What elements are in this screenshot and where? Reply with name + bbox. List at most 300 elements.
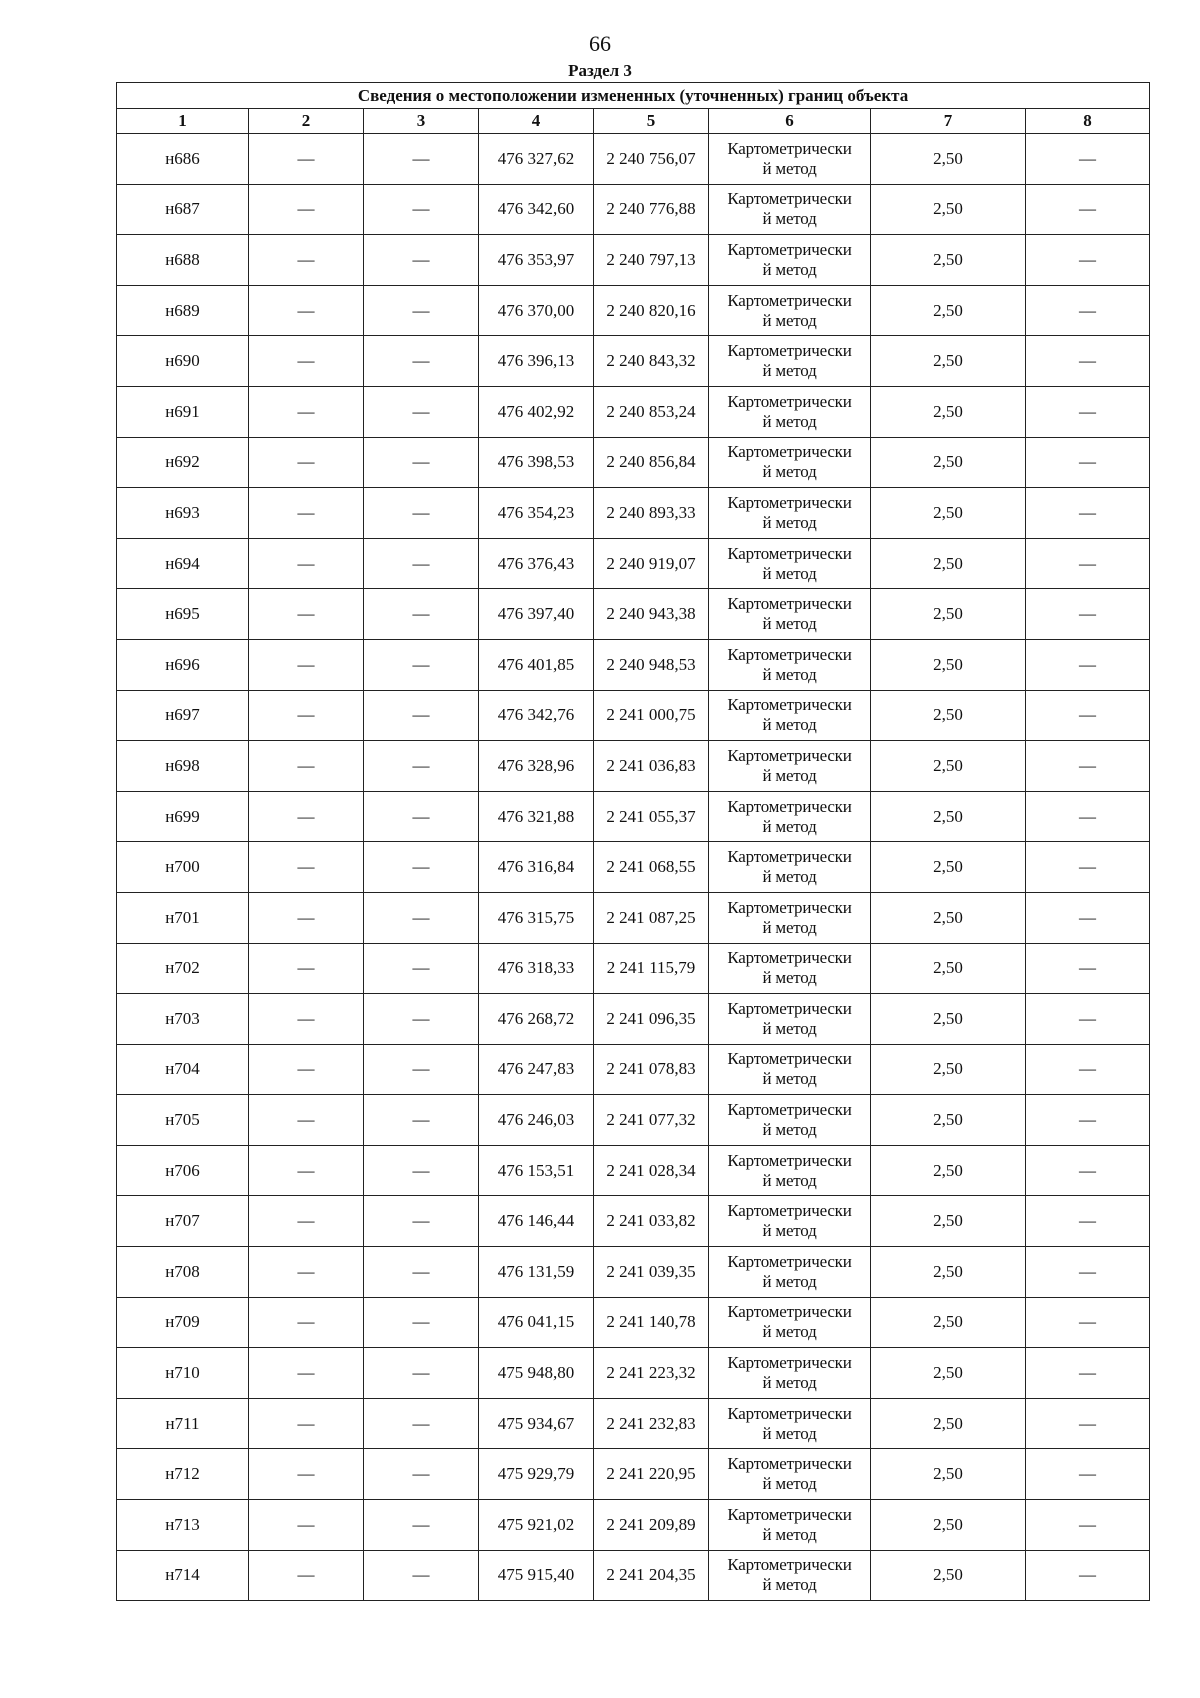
column-2-cell: — — [249, 842, 364, 893]
column-3-cell: — — [364, 639, 479, 690]
method-line-2: й метод — [762, 765, 817, 785]
method-line-2: й метод — [762, 361, 817, 381]
point-number-cell: н706 — [117, 1145, 249, 1196]
point-number-cell: н703 — [117, 994, 249, 1045]
point-number-cell: н686 — [117, 134, 249, 185]
column-2-cell: — — [249, 1297, 364, 1348]
method-line-2: й метод — [762, 816, 817, 836]
method-line-2: й метод — [762, 209, 817, 229]
table-row — [117, 184, 1150, 235]
accuracy-cell: 2,50 — [871, 386, 1026, 437]
column-8-cell: — — [1026, 1500, 1150, 1551]
method-line-1: Картометрически — [727, 1353, 852, 1373]
point-number-cell: н699 — [117, 791, 249, 842]
column-2-cell: — — [249, 488, 364, 539]
accuracy-cell: 2,50 — [871, 639, 1026, 690]
table-row — [117, 943, 1150, 994]
y-coordinate-cell: 2 241 140,78 — [594, 1297, 709, 1348]
column-3-cell: — — [364, 235, 479, 286]
column-2-cell: — — [249, 1196, 364, 1247]
y-coordinate-cell: 2 241 077,32 — [594, 1095, 709, 1146]
y-coordinate-cell: 2 240 943,38 — [594, 589, 709, 640]
y-coordinate-cell: 2 241 033,82 — [594, 1196, 709, 1247]
method-cell — [709, 589, 871, 640]
x-coordinate-cell: 476 318,33 — [479, 943, 594, 994]
accuracy-cell: 2,50 — [871, 1550, 1026, 1601]
column-2-cell: — — [249, 184, 364, 235]
column-3-cell: — — [364, 386, 479, 437]
column-8-cell: — — [1026, 1449, 1150, 1500]
column-8-cell: — — [1026, 741, 1150, 792]
column-3-cell: — — [364, 1145, 479, 1196]
column-3-cell: — — [364, 488, 479, 539]
table-row — [117, 1550, 1150, 1601]
x-coordinate-cell: 476 353,97 — [479, 235, 594, 286]
method-cell — [709, 1348, 871, 1399]
x-coordinate-cell: 476 397,40 — [479, 589, 594, 640]
column-2-cell: — — [249, 892, 364, 943]
method-line-1: Картометрически — [727, 543, 852, 563]
y-coordinate-cell: 2 241 055,37 — [594, 791, 709, 842]
x-coordinate-cell: 476 315,75 — [479, 892, 594, 943]
point-number-cell: н698 — [117, 741, 249, 792]
method-line-2: й метод — [762, 917, 817, 937]
method-cell — [709, 1044, 871, 1095]
point-number-cell: н690 — [117, 336, 249, 387]
method-line-2: й метод — [762, 563, 817, 583]
method-line-2: й метод — [762, 1120, 817, 1140]
method-line-2: й метод — [762, 664, 817, 684]
y-coordinate-cell: 2 241 096,35 — [594, 994, 709, 1045]
method-line-1: Картометрически — [727, 1555, 852, 1575]
column-3-cell: — — [364, 1500, 479, 1551]
x-coordinate-cell: 476 354,23 — [479, 488, 594, 539]
point-number-cell: н704 — [117, 1044, 249, 1095]
point-number-cell: н712 — [117, 1449, 249, 1500]
method-line-1: Картометрически — [727, 594, 852, 614]
table-row — [117, 386, 1150, 437]
column-2-cell: — — [249, 336, 364, 387]
column-3-cell: — — [364, 1196, 479, 1247]
method-cell — [709, 184, 871, 235]
column-number-header: 8 — [1026, 109, 1150, 134]
column-3-cell: — — [364, 741, 479, 792]
accuracy-cell: 2,50 — [871, 994, 1026, 1045]
method-line-1: Картометрически — [727, 897, 852, 917]
method-cell — [709, 1247, 871, 1298]
method-line-2: й метод — [762, 1322, 817, 1342]
column-3-cell: — — [364, 336, 479, 387]
column-2-cell: — — [249, 791, 364, 842]
table-row — [117, 639, 1150, 690]
method-line-1: Картометрически — [727, 745, 852, 765]
x-coordinate-cell: 476 321,88 — [479, 791, 594, 842]
method-line-2: й метод — [762, 1575, 817, 1595]
section-title: Раздел 3 — [568, 61, 632, 80]
column-2-cell: — — [249, 437, 364, 488]
column-3-cell: — — [364, 791, 479, 842]
table-row — [117, 538, 1150, 589]
accuracy-cell: 2,50 — [871, 285, 1026, 336]
method-line-1: Картометрически — [727, 1049, 852, 1069]
method-cell — [709, 1095, 871, 1146]
method-line-2: й метод — [762, 614, 817, 634]
y-coordinate-cell: 2 241 028,34 — [594, 1145, 709, 1196]
method-cell — [709, 1398, 871, 1449]
column-3-cell: — — [364, 1449, 479, 1500]
table-row — [117, 1095, 1150, 1146]
column-8-cell: — — [1026, 184, 1150, 235]
method-line-1: Картометрически — [727, 1403, 852, 1423]
accuracy-cell: 2,50 — [871, 437, 1026, 488]
column-number-header: 5 — [594, 109, 709, 134]
x-coordinate-cell: 476 268,72 — [479, 994, 594, 1045]
y-coordinate-cell: 2 240 843,32 — [594, 336, 709, 387]
method-line-1: Картометрически — [727, 391, 852, 411]
point-number-cell: н695 — [117, 589, 249, 640]
method-cell — [709, 842, 871, 893]
y-coordinate-cell: 2 240 948,53 — [594, 639, 709, 690]
column-2-cell: — — [249, 1500, 364, 1551]
method-line-1: Картометрически — [727, 290, 852, 310]
y-coordinate-cell: 2 241 223,32 — [594, 1348, 709, 1399]
method-cell — [709, 1550, 871, 1601]
method-line-1: Картометрически — [727, 1150, 852, 1170]
column-2-cell: — — [249, 1398, 364, 1449]
column-8-cell: — — [1026, 1297, 1150, 1348]
method-line-2: й метод — [762, 1524, 817, 1544]
table-row — [117, 1500, 1150, 1551]
column-2-cell: — — [249, 538, 364, 589]
method-line-2: й метод — [762, 1474, 817, 1494]
accuracy-cell: 2,50 — [871, 1297, 1026, 1348]
table-row — [117, 1348, 1150, 1399]
column-3-cell: — — [364, 1398, 479, 1449]
method-cell — [709, 892, 871, 943]
column-8-cell: — — [1026, 639, 1150, 690]
table-caption: Сведения о местоположении измененных (уточненных) границ объекта — [117, 83, 1150, 109]
column-8-cell: — — [1026, 589, 1150, 640]
y-coordinate-cell: 2 241 232,83 — [594, 1398, 709, 1449]
column-8-cell: — — [1026, 1145, 1150, 1196]
table-row — [117, 1196, 1150, 1247]
point-number-cell: н688 — [117, 235, 249, 286]
table-row — [117, 134, 1150, 185]
column-3-cell: — — [364, 943, 479, 994]
column-8-cell: — — [1026, 842, 1150, 893]
column-number-header: 6 — [709, 109, 871, 134]
column-2-cell: — — [249, 1145, 364, 1196]
x-coordinate-cell: 475 929,79 — [479, 1449, 594, 1500]
column-2-cell: — — [249, 386, 364, 437]
x-coordinate-cell: 476 153,51 — [479, 1145, 594, 1196]
method-line-1: Картометрически — [727, 948, 852, 968]
point-number-cell: н692 — [117, 437, 249, 488]
table-row — [117, 488, 1150, 539]
column-3-cell: — — [364, 1095, 479, 1146]
y-coordinate-cell: 2 241 115,79 — [594, 943, 709, 994]
point-number-cell: н687 — [117, 184, 249, 235]
method-line-2: й метод — [762, 867, 817, 887]
column-2-cell: — — [249, 943, 364, 994]
accuracy-cell: 2,50 — [871, 1449, 1026, 1500]
column-2-cell: — — [249, 1348, 364, 1399]
point-number-cell: н693 — [117, 488, 249, 539]
accuracy-cell: 2,50 — [871, 741, 1026, 792]
column-3-cell: — — [364, 184, 479, 235]
column-3-cell: — — [364, 538, 479, 589]
column-2-cell: — — [249, 741, 364, 792]
point-number-cell: н701 — [117, 892, 249, 943]
column-3-cell: — — [364, 842, 479, 893]
table-row — [117, 842, 1150, 893]
column-8-cell: — — [1026, 488, 1150, 539]
column-3-cell: — — [364, 1348, 479, 1399]
accuracy-cell: 2,50 — [871, 184, 1026, 235]
method-cell — [709, 690, 871, 741]
point-number-cell: н691 — [117, 386, 249, 437]
method-line-1: Картометрически — [727, 847, 852, 867]
column-8-cell: — — [1026, 285, 1150, 336]
y-coordinate-cell: 2 240 893,33 — [594, 488, 709, 539]
accuracy-cell: 2,50 — [871, 690, 1026, 741]
y-coordinate-cell: 2 241 209,89 — [594, 1500, 709, 1551]
method-line-2: й метод — [762, 1069, 817, 1089]
method-line-2: й метод — [762, 411, 817, 431]
column-8-cell: — — [1026, 892, 1150, 943]
method-line-1: Картометрически — [727, 138, 852, 158]
column-8-cell: — — [1026, 1550, 1150, 1601]
column-8-cell: — — [1026, 538, 1150, 589]
table-row — [117, 1297, 1150, 1348]
accuracy-cell: 2,50 — [871, 134, 1026, 185]
accuracy-cell: 2,50 — [871, 589, 1026, 640]
x-coordinate-cell: 476 376,43 — [479, 538, 594, 589]
column-8-cell: — — [1026, 791, 1150, 842]
accuracy-cell: 2,50 — [871, 235, 1026, 286]
x-coordinate-cell: 476 401,85 — [479, 639, 594, 690]
column-3-cell: — — [364, 690, 479, 741]
y-coordinate-cell: 2 241 039,35 — [594, 1247, 709, 1298]
method-line-1: Картометрически — [727, 341, 852, 361]
column-3-cell: — — [364, 892, 479, 943]
y-coordinate-cell: 2 240 756,07 — [594, 134, 709, 185]
y-coordinate-cell: 2 240 856,84 — [594, 437, 709, 488]
column-8-cell: — — [1026, 134, 1150, 185]
accuracy-cell: 2,50 — [871, 1398, 1026, 1449]
method-cell — [709, 1500, 871, 1551]
x-coordinate-cell: 475 948,80 — [479, 1348, 594, 1399]
accuracy-cell: 2,50 — [871, 1500, 1026, 1551]
method-line-2: й метод — [762, 1373, 817, 1393]
x-coordinate-cell: 475 921,02 — [479, 1500, 594, 1551]
column-8-cell: — — [1026, 1348, 1150, 1399]
x-coordinate-cell: 476 247,83 — [479, 1044, 594, 1095]
method-line-1: Картометрически — [727, 998, 852, 1018]
method-line-1: Картометрически — [727, 189, 852, 209]
method-line-1: Картометрически — [727, 1504, 852, 1524]
method-cell — [709, 639, 871, 690]
x-coordinate-cell: 475 915,40 — [479, 1550, 594, 1601]
column-2-cell: — — [249, 1095, 364, 1146]
method-line-2: й метод — [762, 1170, 817, 1190]
method-cell — [709, 994, 871, 1045]
point-number-cell: н696 — [117, 639, 249, 690]
method-line-1: Картометрически — [727, 442, 852, 462]
column-8-cell: — — [1026, 943, 1150, 994]
column-8-cell: — — [1026, 386, 1150, 437]
column-8-cell: — — [1026, 690, 1150, 741]
column-2-cell: — — [249, 690, 364, 741]
method-line-2: й метод — [762, 512, 817, 532]
method-cell — [709, 741, 871, 792]
method-line-1: Картометрически — [727, 1251, 852, 1271]
column-number-header: 1 — [117, 109, 249, 134]
method-cell — [709, 285, 871, 336]
column-8-cell: — — [1026, 336, 1150, 387]
x-coordinate-cell: 476 316,84 — [479, 842, 594, 893]
x-coordinate-cell: 476 131,59 — [479, 1247, 594, 1298]
y-coordinate-cell: 2 240 853,24 — [594, 386, 709, 437]
x-coordinate-cell: 476 146,44 — [479, 1196, 594, 1247]
table-row — [117, 741, 1150, 792]
x-coordinate-cell: 475 934,67 — [479, 1398, 594, 1449]
accuracy-cell: 2,50 — [871, 1247, 1026, 1298]
table-row — [117, 235, 1150, 286]
method-line-1: Картометрически — [727, 1302, 852, 1322]
x-coordinate-cell: 476 328,96 — [479, 741, 594, 792]
method-line-1: Картометрически — [727, 695, 852, 715]
point-number-cell: н694 — [117, 538, 249, 589]
x-coordinate-cell: 476 370,00 — [479, 285, 594, 336]
column-3-cell: — — [364, 994, 479, 1045]
table-row — [117, 690, 1150, 741]
column-2-cell: — — [249, 285, 364, 336]
page-number: 66 — [589, 31, 611, 56]
column-3-cell: — — [364, 589, 479, 640]
point-number-cell: н700 — [117, 842, 249, 893]
method-line-1: Картометрически — [727, 239, 852, 259]
column-2-cell: — — [249, 1044, 364, 1095]
table-row — [117, 994, 1150, 1045]
y-coordinate-cell: 2 240 820,16 — [594, 285, 709, 336]
point-number-cell: н710 — [117, 1348, 249, 1399]
table-row — [117, 1247, 1150, 1298]
column-number-header: 4 — [479, 109, 594, 134]
accuracy-cell: 2,50 — [871, 791, 1026, 842]
table-body — [117, 134, 1150, 1601]
column-8-cell: — — [1026, 1095, 1150, 1146]
method-line-2: й метод — [762, 1221, 817, 1241]
point-number-cell: н709 — [117, 1297, 249, 1348]
column-3-cell: — — [364, 134, 479, 185]
method-cell — [709, 235, 871, 286]
x-coordinate-cell: 476 327,62 — [479, 134, 594, 185]
method-cell — [709, 437, 871, 488]
x-coordinate-cell: 476 342,60 — [479, 184, 594, 235]
column-2-cell: — — [249, 1449, 364, 1500]
column-3-cell: — — [364, 285, 479, 336]
method-cell — [709, 1145, 871, 1196]
accuracy-cell: 2,50 — [871, 1095, 1026, 1146]
accuracy-cell: 2,50 — [871, 1044, 1026, 1095]
method-cell — [709, 538, 871, 589]
point-number-cell: н708 — [117, 1247, 249, 1298]
method-line-2: й метод — [762, 462, 817, 482]
column-number-row — [117, 109, 1150, 134]
method-line-1: Картометрически — [727, 644, 852, 664]
y-coordinate-cell: 2 241 204,35 — [594, 1550, 709, 1601]
table-row — [117, 1145, 1150, 1196]
table-row — [117, 285, 1150, 336]
y-coordinate-cell: 2 241 078,83 — [594, 1044, 709, 1095]
method-line-2: й метод — [762, 968, 817, 988]
column-8-cell: — — [1026, 1044, 1150, 1095]
method-cell — [709, 1449, 871, 1500]
method-line-1: Картометрически — [727, 1454, 852, 1474]
y-coordinate-cell: 2 241 036,83 — [594, 741, 709, 792]
x-coordinate-cell: 476 398,53 — [479, 437, 594, 488]
method-cell — [709, 791, 871, 842]
method-line-1: Картометрически — [727, 1201, 852, 1221]
method-cell — [709, 336, 871, 387]
x-coordinate-cell: 476 246,03 — [479, 1095, 594, 1146]
method-line-1: Картометрически — [727, 796, 852, 816]
column-number-header: 7 — [871, 109, 1026, 134]
accuracy-cell: 2,50 — [871, 892, 1026, 943]
column-8-cell: — — [1026, 1247, 1150, 1298]
point-number-cell: н697 — [117, 690, 249, 741]
column-2-cell: — — [249, 994, 364, 1045]
method-cell — [709, 943, 871, 994]
table-row — [117, 1398, 1150, 1449]
column-3-cell: — — [364, 1247, 479, 1298]
table-row — [117, 1044, 1150, 1095]
column-8-cell: — — [1026, 1398, 1150, 1449]
method-line-2: й метод — [762, 158, 817, 178]
column-2-cell: — — [249, 589, 364, 640]
method-line-2: й метод — [762, 310, 817, 330]
accuracy-cell: 2,50 — [871, 1348, 1026, 1399]
x-coordinate-cell: 476 342,76 — [479, 690, 594, 741]
column-3-cell: — — [364, 1044, 479, 1095]
table-row — [117, 589, 1150, 640]
y-coordinate-cell: 2 241 087,25 — [594, 892, 709, 943]
column-2-cell: — — [249, 639, 364, 690]
coordinates-table — [116, 82, 1150, 1601]
accuracy-cell: 2,50 — [871, 1196, 1026, 1247]
column-2-cell: — — [249, 1550, 364, 1601]
method-line-1: Картометрически — [727, 1100, 852, 1120]
method-line-2: й метод — [762, 1018, 817, 1038]
table-row — [117, 437, 1150, 488]
method-cell — [709, 386, 871, 437]
accuracy-cell: 2,50 — [871, 1145, 1026, 1196]
column-number-header: 3 — [364, 109, 479, 134]
column-8-cell: — — [1026, 235, 1150, 286]
x-coordinate-cell: 476 402,92 — [479, 386, 594, 437]
method-line-2: й метод — [762, 1271, 817, 1291]
column-2-cell: — — [249, 235, 364, 286]
column-number-header: 2 — [249, 109, 364, 134]
column-2-cell: — — [249, 1247, 364, 1298]
x-coordinate-cell: 476 041,15 — [479, 1297, 594, 1348]
column-3-cell: — — [364, 1297, 479, 1348]
method-line-2: й метод — [762, 259, 817, 279]
column-8-cell: — — [1026, 994, 1150, 1045]
column-8-cell: — — [1026, 1196, 1150, 1247]
method-cell — [709, 134, 871, 185]
